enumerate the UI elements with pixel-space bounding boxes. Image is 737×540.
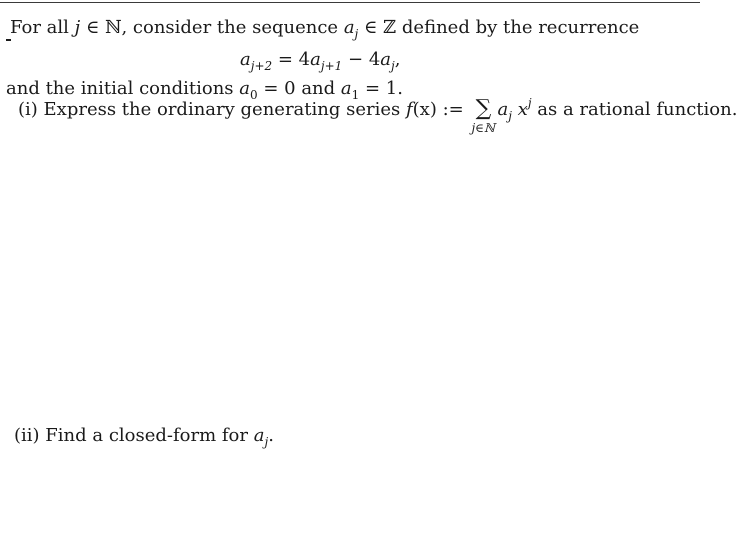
part-i-def: := (436, 99, 470, 120)
recurrence-rhs-sub: j (391, 59, 395, 73)
part-i-x-sup: j (527, 96, 532, 110)
part-ii-question (14, 425, 274, 448)
part-i-question (18, 96, 737, 135)
part-i-sum-sign: ∑ (475, 96, 492, 121)
initial-a1: a (340, 78, 352, 99)
part-i-lead: (i) Express the ordinary generating series (18, 99, 406, 120)
part-i-a: a (497, 99, 509, 120)
recurrence-lhs-sub: j+2 (250, 59, 273, 73)
part-ii-a: a (253, 425, 265, 446)
recurrence-rhs-a: a (380, 49, 392, 70)
part-i-sum (469, 96, 497, 135)
part-ii-a-sub: j (264, 435, 269, 449)
recurrence-lhs-a: a (240, 49, 251, 70)
part-ii-lead: (ii) Find a closed-form for (14, 425, 254, 446)
intro-a: a (343, 17, 355, 38)
part-i-x: x (517, 99, 528, 120)
part-ii-tail: . (268, 425, 274, 446)
recurrence-eq: = 4 (272, 49, 311, 70)
initial-a0: a (239, 78, 250, 99)
recurrence-mid-sub: j+1 (320, 59, 343, 73)
top-rule (0, 2, 700, 3)
intro-j: j (74, 17, 81, 38)
problem-bullet-mark (6, 39, 11, 41)
intro-a-sub: j (354, 27, 359, 41)
recurrence-mid-a: a (310, 49, 321, 70)
part-i-arg: (x) (412, 99, 437, 120)
intro-lead: For all (10, 17, 75, 38)
initial-lead: and the initial conditions (6, 78, 240, 99)
recurrence-minus: − 4 (342, 49, 381, 70)
intro-in-integers: ∈ ℤ defined by the recurrence (358, 17, 640, 38)
problem-intro (10, 17, 639, 40)
initial-a0-sub: 0 (249, 88, 258, 102)
part-i-a-sub: j (508, 109, 512, 123)
part-i-tail: as a rational function. (531, 99, 737, 120)
part-i-f: f (405, 99, 413, 120)
initial-eq0: = 0 and (257, 78, 341, 99)
part-i-sum-index: j∈ℕ (471, 121, 496, 135)
intro-in-naturals: ∈ ℕ, consider the sequence (80, 17, 344, 38)
recurrence-equation (240, 49, 400, 72)
initial-eq1: = 1. (359, 78, 403, 99)
recurrence-comma: , (394, 49, 401, 70)
initial-a1-sub: 1 (351, 88, 360, 102)
